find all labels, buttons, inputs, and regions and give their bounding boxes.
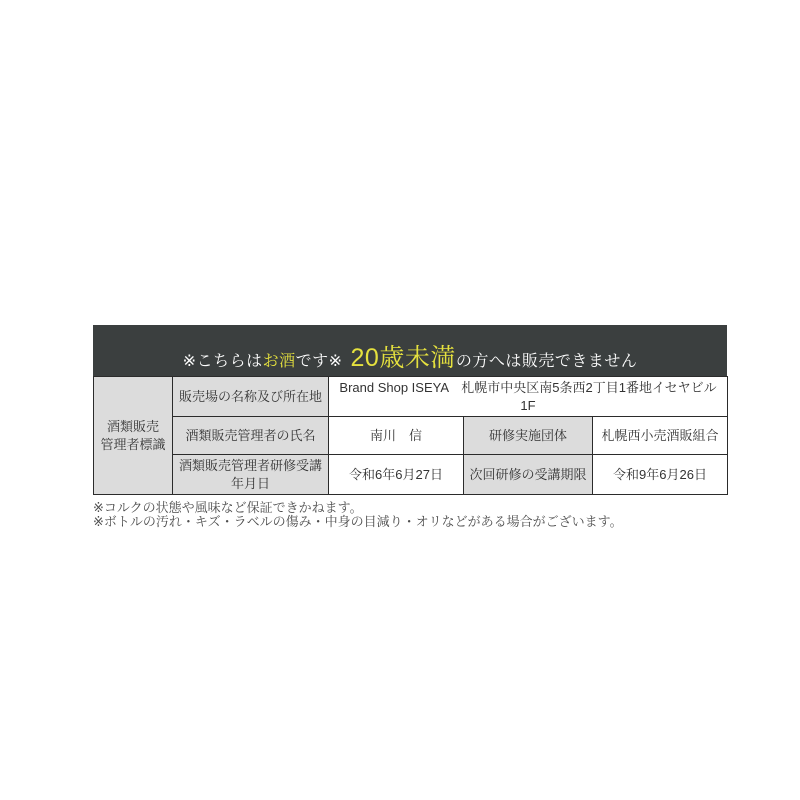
shop-name-value: Brand Shop ISEYA 札幌市中央区南5条西2丁目1番地イセヤビル1F (329, 377, 728, 417)
side-header (94, 377, 173, 495)
age-warning-banner (93, 325, 727, 376)
liquor-license-sign (93, 325, 727, 529)
disclaimer-note-bottle: ※ボトルの汚れ・キズ・ラベルの傷み・中身の目減り・オリなどがある場合がございます。 (93, 514, 623, 530)
banner-sake-highlight: お酒 (262, 353, 296, 370)
table-row-manager (94, 417, 728, 455)
table-row-shop (94, 377, 728, 417)
training-date-label: 酒類販売管理者研修受講年月日 (173, 455, 329, 495)
shop-name-label: 販売場の名称及び所在地 (173, 377, 329, 417)
side-header-line1: 酒類販売 (106, 419, 159, 435)
disclaimer-note-cork: ※コルクの状態や風味など保証できかねます。 (93, 500, 363, 516)
table-row-training (94, 455, 728, 495)
banner-prefix-text: ※こちらは (182, 353, 263, 370)
manager-name-value: 南川 信 (329, 417, 464, 455)
manager-name-label: 酒類販売管理者の氏名 (173, 417, 329, 455)
banner-desu-text: です※ (295, 353, 343, 370)
disclaimer-notes (93, 501, 727, 529)
side-header-line2: 管理者標識 (100, 436, 166, 452)
banner-suffix-text: の方へは販売できません (455, 353, 638, 370)
next-training-value: 令和9年6月26日 (593, 455, 728, 495)
license-table (93, 376, 728, 495)
next-training-label: 次回研修の受講期限 (464, 455, 593, 495)
training-date-value: 令和6年6月27日 (329, 455, 464, 495)
training-org-value: 札幌西小売酒販組合 (593, 417, 728, 455)
banner-age-highlight: 20歳未満 (350, 344, 456, 372)
training-org-label: 研修実施団体 (464, 417, 593, 455)
